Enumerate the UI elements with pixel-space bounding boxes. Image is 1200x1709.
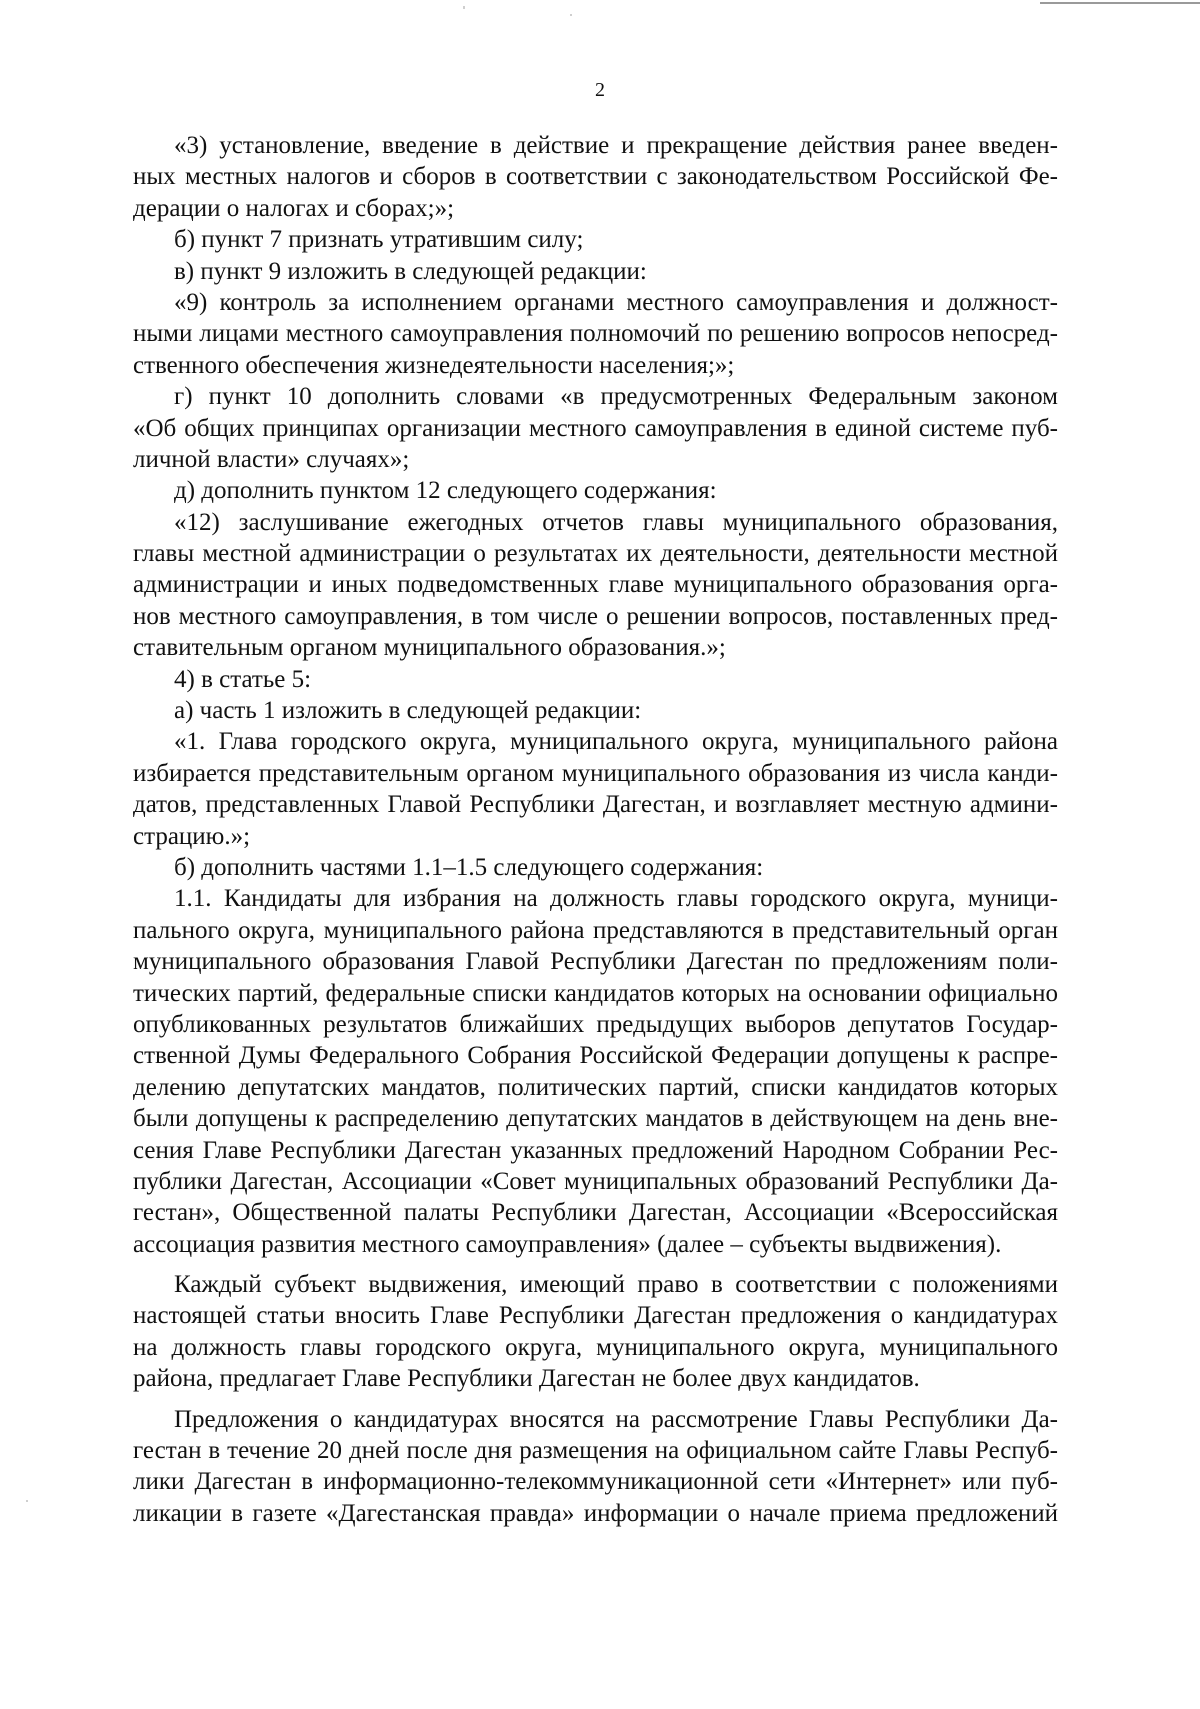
text-line: Каждый субъект выдвижения, имеющий право в соответствии с положениями <box>174 1271 1058 1299</box>
text-line: сения Главе Республики Дагестан указанных предложений Народном Собрании Рес- <box>133 1136 1058 1164</box>
text-line: б) пункт 7 признать утратившим силу; <box>174 226 584 254</box>
text-line: ственной Думы Федерального Собрания Российской Федерации допущены к распре- <box>133 1042 1058 1070</box>
text-line: «9) контроль за исполнением органами местного самоуправления и должност- <box>174 288 1058 316</box>
text-line: ликации в газете «Дагестанская правда» информации о начале приема предложений <box>133 1499 1058 1527</box>
text-line: избирается представительным органом муниципального образования из числа канди- <box>133 759 1058 787</box>
text-line: а) часть 1 изложить в следующей редакции: <box>174 697 642 725</box>
text-line: публики Дагестан, Ассоциации «Совет муниципальных образований Республики Да- <box>133 1167 1058 1195</box>
text-line: ных местных налогов и сборов в соответствии с законодательством Российской Фе- <box>133 163 1058 191</box>
text-line: гестан в течение 20 дней после дня размещения на официальном сайте Главы Респуб- <box>133 1437 1058 1465</box>
text-line: были допущены к распределению депутатских мандатов в действующем на день вне- <box>133 1105 1058 1133</box>
text-line: лики Дагестан в информационно-телекоммуникационной сети «Интернет» или пуб- <box>133 1468 1058 1496</box>
text-line: датов, представленных Главой Республики Дагестан, и возглавляет местную админи- <box>133 791 1058 819</box>
text-line: в) пункт 9 изложить в следующей редакции: <box>174 257 647 285</box>
text-line: «1. Глава городского округа, муниципального округа, муниципального района <box>174 728 1058 756</box>
scan-speck <box>570 14 572 16</box>
text-line: главы местной администрации о результатах их деятельности, деятельности местной <box>133 540 1058 568</box>
text-line: на должность главы городского округа, муниципального округа, муниципального <box>133 1333 1058 1361</box>
scan-edge-line <box>1040 2 1200 4</box>
text-line: г) пункт 10 дополнить словами «в предусмотренных Федеральным законом <box>174 383 1058 411</box>
text-line: опубликованных результатов ближайших предыдущих выборов депутатов Государ- <box>133 1010 1058 1038</box>
text-line: района, предлагает Главе Республики Дагестан не более двух кандидатов. <box>133 1365 920 1393</box>
text-line: администрации и иных подведомственных главе муниципального образования орга- <box>133 571 1058 599</box>
text-line: «3) установление, введение в действие и прекращение действия ранее введен- <box>174 132 1058 159</box>
text-line: личной власти» случаях»; <box>133 445 410 473</box>
text-line: Предложения о кандидатурах вносятся на рассмотрение Главы Республики Да- <box>174 1405 1058 1433</box>
scan-speck <box>26 1500 28 1502</box>
text-line: 4) в статье 5: <box>174 665 312 693</box>
text-line: 1.1. Кандидаты для избрания на должность главы городского округа, муници- <box>174 885 1058 913</box>
text-line: ственного обеспечения жизнедеятельности населения;»; <box>133 351 735 379</box>
text-line: д) дополнить пунктом 12 следующего содержания: <box>174 477 717 505</box>
text-line: дерации о налогах и сборах;»; <box>133 194 455 222</box>
text-line: пального округа, муниципального района представляются в представительный орган <box>133 916 1058 944</box>
text-line: тических партий, федеральные списки кандидатов которых на основании официально <box>133 979 1058 1007</box>
scan-speck <box>463 6 465 9</box>
page-number: 2 <box>595 79 605 101</box>
text-line: «Об общих принципах организации местного самоуправления в единой системе пуб- <box>133 414 1058 442</box>
text-line: ставительным органом муниципального образования.»; <box>133 634 726 662</box>
text-line: б) дополнить частями 1.1–1.5 следующего содержания: <box>174 853 764 881</box>
text-line: ными лицами местного самоуправления полномочий по решению вопросов непосред- <box>133 320 1058 348</box>
text-line: муниципального образования Главой Республики Дагестан по предложениям поли- <box>133 948 1058 976</box>
text-line: делению депутатских мандатов, политических партий, списки кандидатов которых <box>133 1073 1058 1101</box>
document-body <box>133 130 1058 1529</box>
text-line: страцию.»; <box>133 822 251 850</box>
text-line: настоящей статьи вносить Главе Республики Дагестан предложения о кандидатурах <box>133 1302 1058 1330</box>
text-line: ассоциация развития местного самоуправления» (далее – субъекты выдвижения). <box>133 1230 1002 1258</box>
text-line: нов местного самоуправления, в том числе о решении вопросов, поставленных пред- <box>133 602 1058 630</box>
text-line: гестан», Общественной палаты Республики Дагестан, Ассоциации «Всероссийская <box>133 1199 1058 1227</box>
text-line: «12) заслушивание ежегодных отчетов главы муниципального образования, <box>174 508 1058 536</box>
